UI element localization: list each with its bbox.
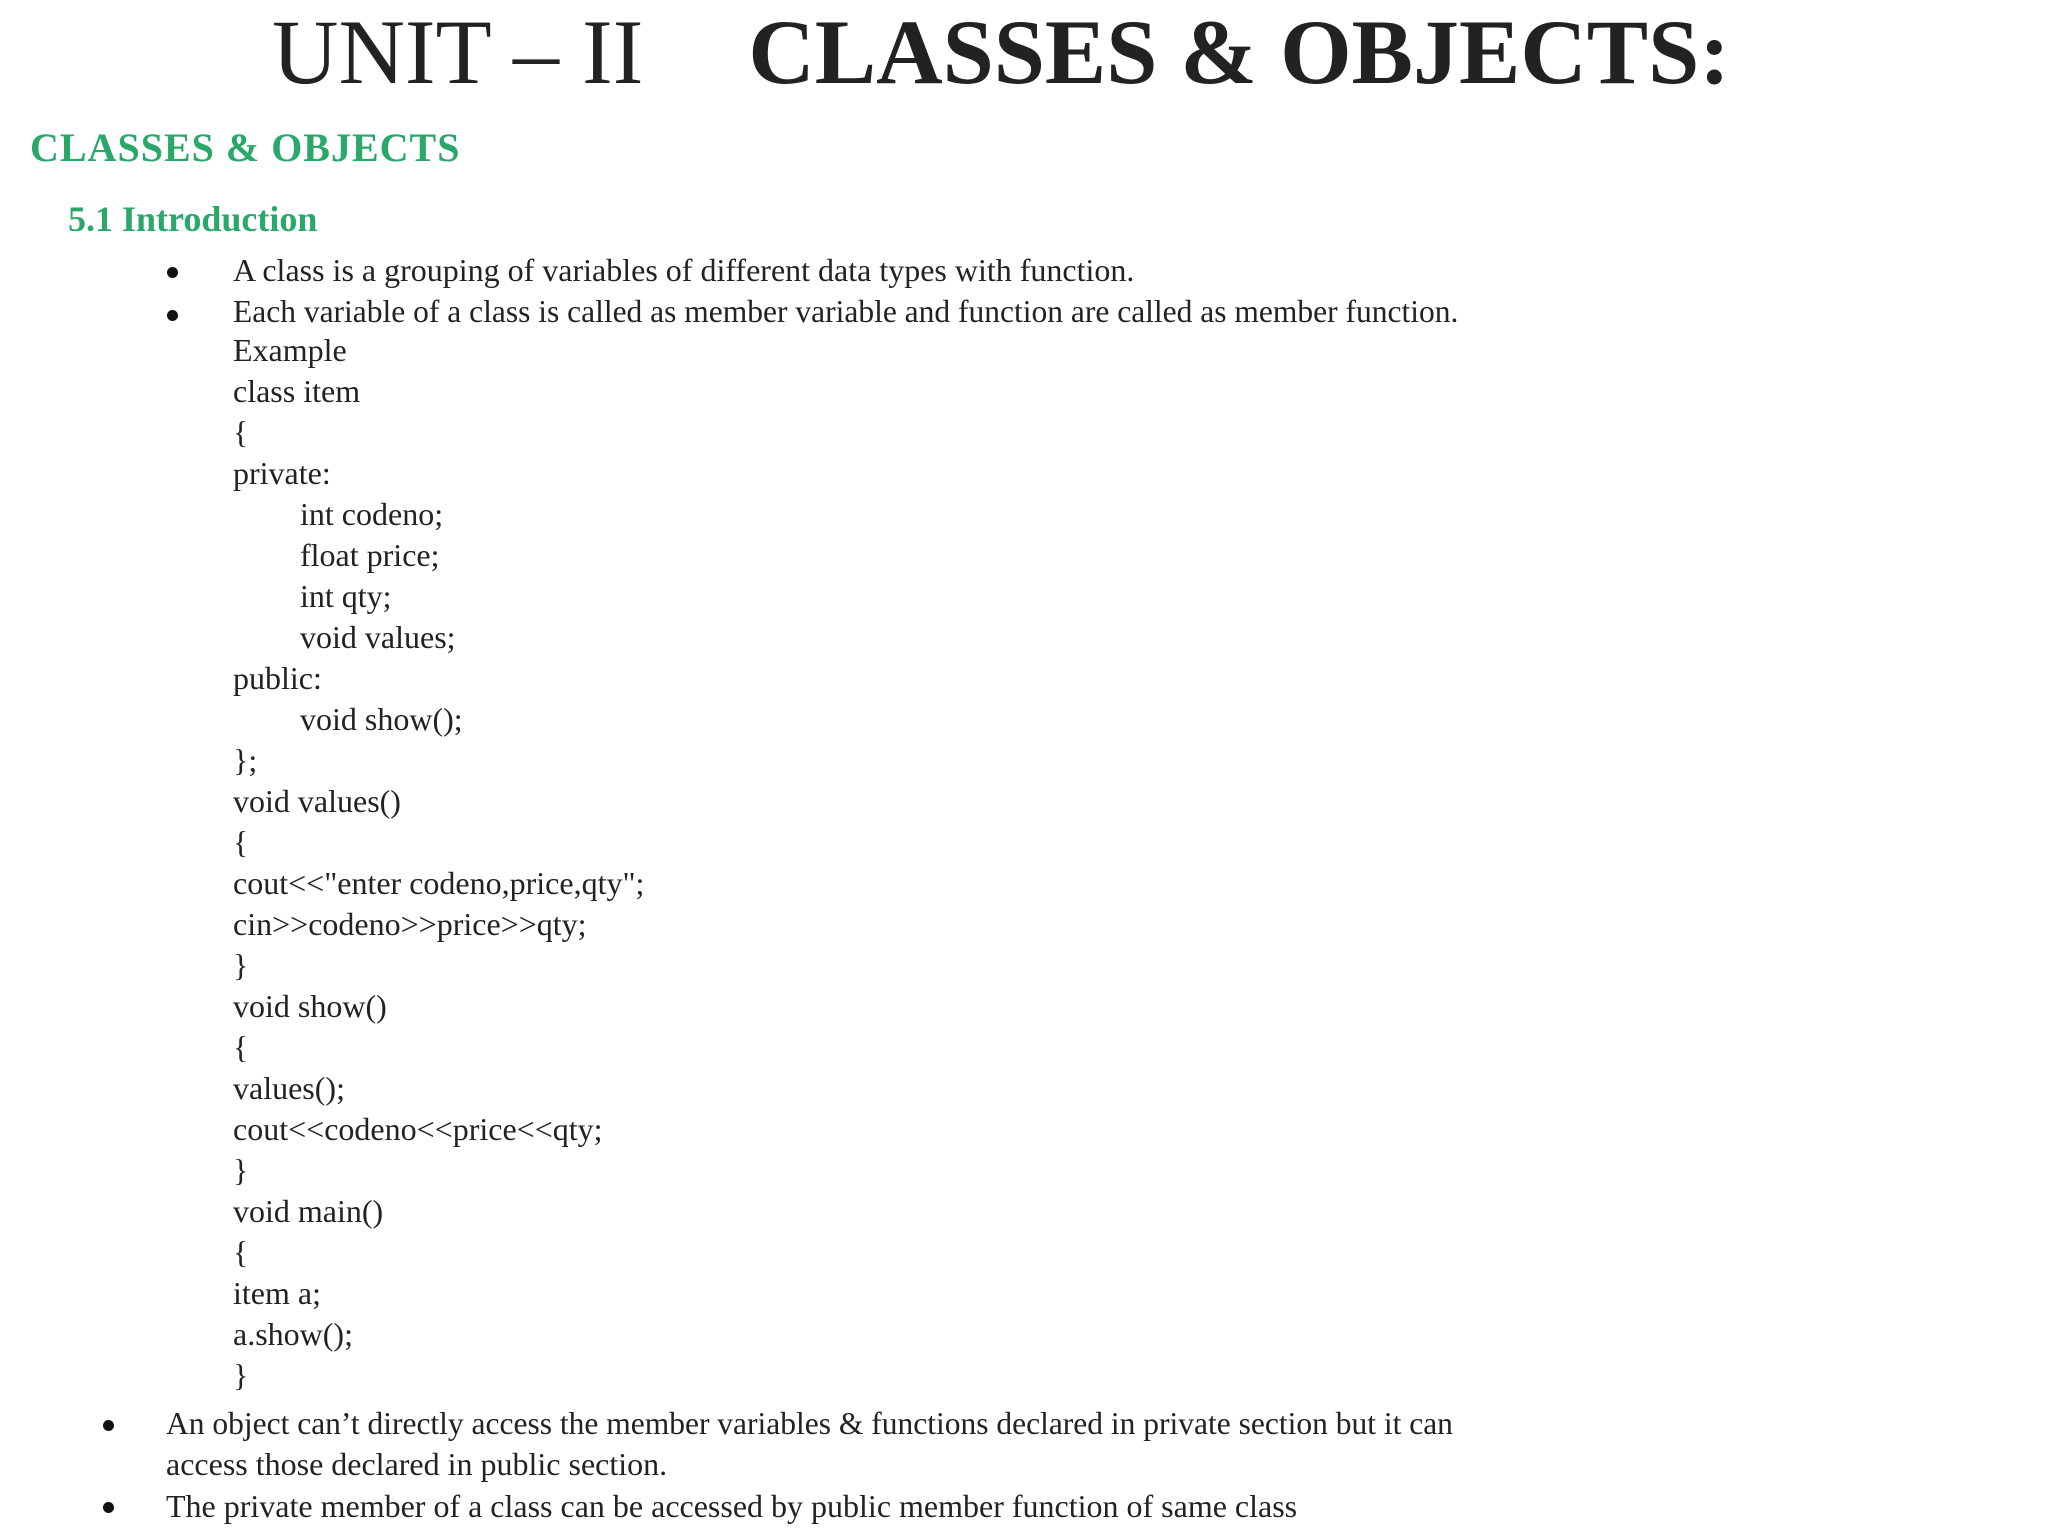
code-line: void show() (233, 988, 387, 1024)
list-item: A class is a grouping of variables of different data types with function. (233, 252, 1135, 288)
code-line: void show(); (300, 701, 463, 737)
code-line: } (233, 947, 249, 983)
list-item-line: The private member of a class can be accessed by public member function of same class (166, 1488, 1298, 1524)
code-line: }; (233, 742, 258, 778)
list-item-line: An object can’t directly access the member variables & functions declared in private section but it can (166, 1406, 1453, 1441)
code-line: a.show(); (233, 1316, 353, 1352)
subsection-heading: 5.1 Introduction (68, 199, 318, 239)
code-line: private: (233, 455, 331, 491)
code-line: void values() (233, 783, 401, 819)
section-heading: CLASSES & OBJECTS (30, 125, 461, 170)
bullet-icon (167, 267, 178, 278)
bullet-icon (167, 310, 178, 321)
code-line: int codeno; (300, 496, 444, 532)
code-line: { (233, 1234, 249, 1270)
code-line: cin>>codeno>>price>>qty; (233, 906, 587, 942)
bullet-icon (103, 1420, 114, 1431)
code-line: Example (233, 332, 347, 368)
topic-title: CLASSES & OBJECTS: (748, 1, 1730, 103)
code-line: { (233, 1029, 249, 1065)
code-line: } (233, 1357, 249, 1393)
unit-label: UNIT – II (272, 1, 644, 103)
code-line: void values; (300, 619, 456, 655)
code-line: { (233, 824, 249, 860)
code-line: int qty; (300, 578, 392, 614)
code-line: void main() (233, 1193, 384, 1229)
code-line: { (233, 414, 249, 450)
code-line: } (233, 1152, 249, 1188)
code-line: class item (233, 373, 361, 409)
code-line: values(); (233, 1070, 345, 1106)
list-item-line: access those declared in public section. (166, 1446, 668, 1482)
code-line: float price; (300, 537, 440, 573)
code-line: cout<<codeno<<price<<qty; (233, 1111, 603, 1147)
slide-title (272, 1, 1730, 103)
code-line: public: (233, 660, 322, 696)
list-item: Each variable of a class is called as member variable and function are called as member function. (233, 294, 1459, 329)
code-line: item a; (233, 1275, 321, 1311)
code-example (233, 330, 644, 1396)
code-line: cout<<"enter codeno,price,qty"; (233, 865, 645, 901)
bullet-icon (103, 1502, 114, 1513)
